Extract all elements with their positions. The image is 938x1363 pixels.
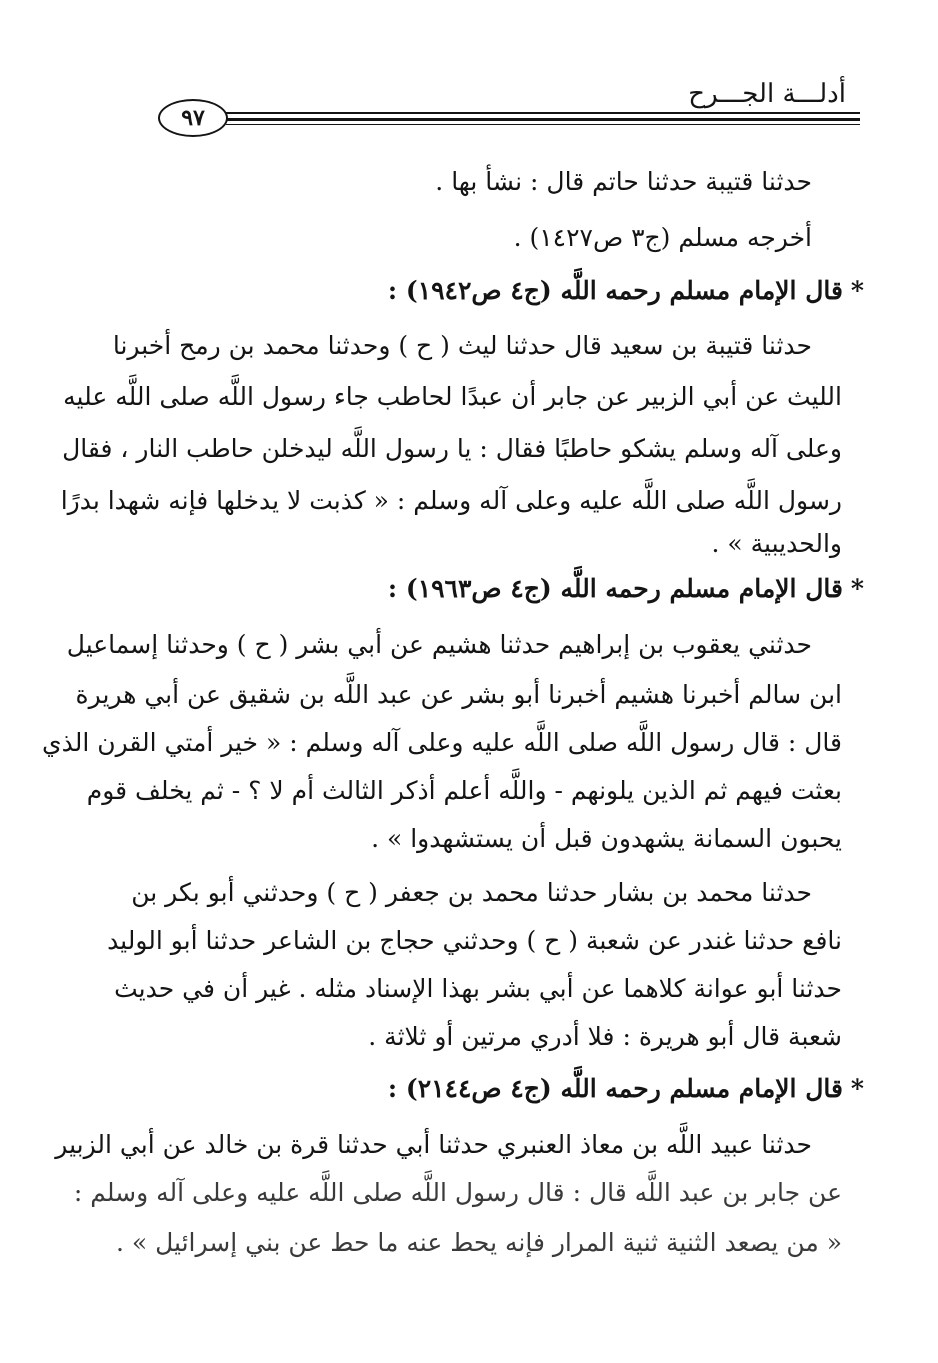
- text-line: الليث عن أبي الزبير عن جابر أن عبدًا لحاطب جاء رسول اللَّه صلى اللَّه عليه: [63, 382, 842, 411]
- running-title: أدلـــة الجـــرح: [688, 79, 846, 109]
- heading-text: قال الإمام مسلم رحمه اللَّه (ج٤ ص٢١٤٤) :: [387, 1074, 843, 1103]
- text-line: والحديبية » .: [711, 529, 842, 558]
- text-line: ابن سالم أخبرنا هشيم أخبرنا أبو بشر عن عبد اللَّه بن شقيق عن أبي هريرة: [75, 680, 842, 709]
- text-line: حدثنا محمد بن بشار حدثنا محمد بن جعفر ( ح ) وحدثني أبو بكر بن: [131, 878, 812, 907]
- heading-marker: *: [850, 1074, 864, 1103]
- heading-marker: *: [850, 276, 864, 305]
- text-line: بعثت فيهم ثم الذين يلونهم - واللَّه أعلم أذكر الثالث أم لا ؟ - ثم يخلف قوم: [86, 776, 842, 805]
- section-heading: [388, 1072, 864, 1106]
- page-number-oval: [158, 99, 228, 137]
- text-line: أخرجه مسلم (ج٣ ص١٤٢٧) .: [513, 223, 812, 252]
- text-line: حدثنا قتيبة حدثنا حاتم قال : نشأ بها .: [435, 167, 812, 196]
- text-line: حدثنا قتيبة بن سعيد قال حدثنا ليث ( ح ) وحدثنا محمد بن رمح أخبرنا: [112, 331, 812, 360]
- text-line: نافع حدثنا غندر عن شعبة ( ح ) وحدثني حجاج بن الشاعر حدثنا أبو الوليد: [107, 926, 842, 955]
- text-line: حدثنا عبيد اللَّه بن معاذ العنبري حدثنا أبي حدثنا قرة بن خالد عن أبي الزبير: [55, 1130, 812, 1159]
- text-line: يحبون السمانة يشهدون قبل أن يستشهدوا » .: [371, 824, 842, 853]
- header-rule: [226, 110, 860, 128]
- heading-text: قال الإمام مسلم رحمه اللَّه (ج٤ ص١٩٦٣) :: [387, 574, 843, 603]
- text-line: حدثنا أبو عوانة كلاهما عن أبي بشر بهذا الإسناد مثله . غير أن في حديث: [114, 974, 842, 1003]
- page-number: ٩٧: [181, 105, 205, 131]
- text-line: عن جابر بن عبد اللَّه قال : قال رسول اللَّه صلى اللَّه عليه وعلى آله وسلم :: [73, 1178, 842, 1207]
- text-line: حدثني يعقوب بن إبراهيم حدثنا هشيم عن أبي بشر ( ح ) وحدثنا إسماعيل: [66, 630, 812, 659]
- text-line: وعلى آله وسلم يشكو حاطبًا فقال : يا رسول اللَّه ليدخلن حاطب النار ، فقال: [62, 434, 842, 463]
- heading-text: قال الإمام مسلم رحمه اللَّه (ج٤ ص١٩٤٢) :: [387, 276, 843, 305]
- text-line: شعبة قال أبو هريرة : فلا أدري مرتين أو ثلاثة .: [368, 1022, 842, 1051]
- section-heading: [388, 572, 864, 606]
- text-line: قال : قال رسول اللَّه صلى اللَّه عليه وعلى آله وسلم : « خير أمتي القرن الذي: [42, 728, 842, 757]
- text-line: « من يصعد الثنية ثنية المرار فإنه يحط عنه ما حط عن بني إسرائيل » .: [115, 1228, 842, 1257]
- text-line: رسول اللَّه صلى اللَّه عليه وعلى آله وسلم : « كذبت لا يدخلها فإنه شهدا بدرًا: [60, 486, 842, 515]
- heading-marker: *: [850, 574, 864, 603]
- section-heading: [388, 274, 864, 308]
